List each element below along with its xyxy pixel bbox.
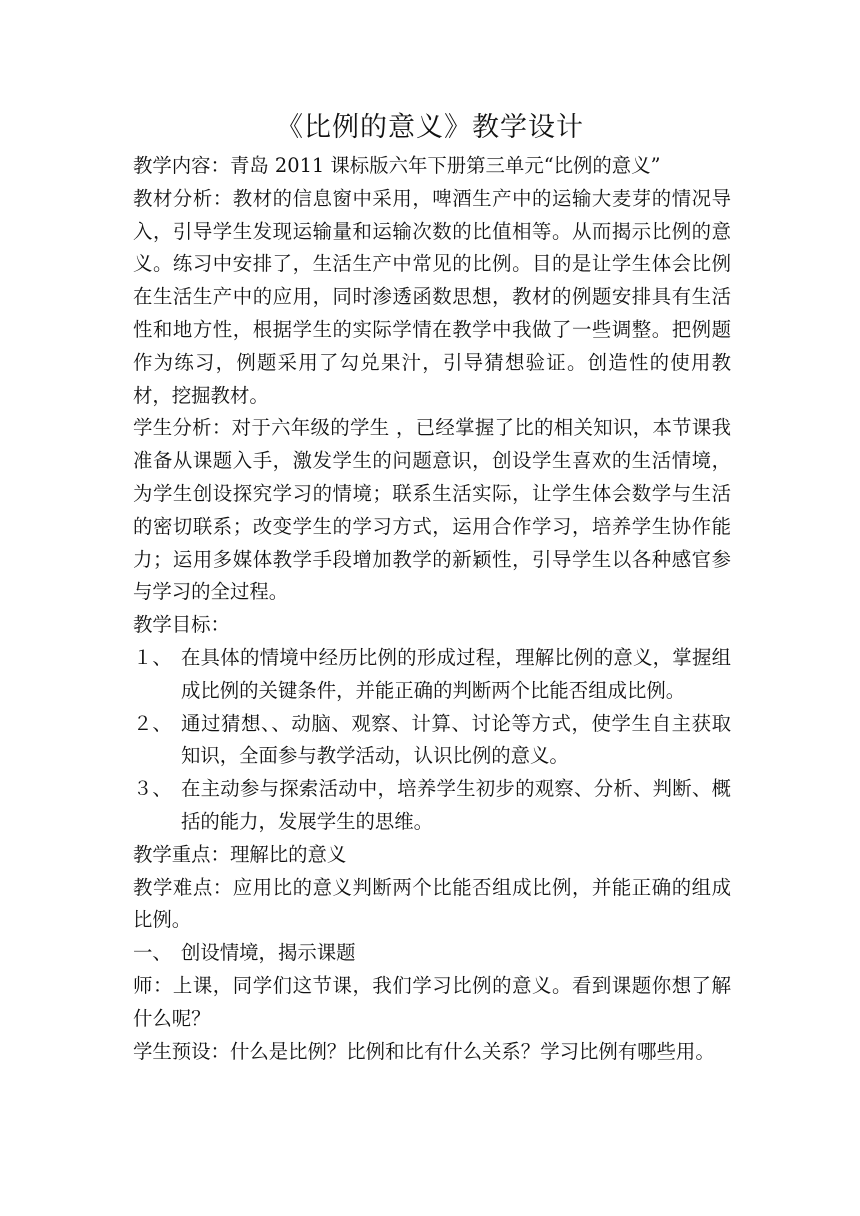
objective-item [133, 642, 731, 708]
section-number: 一、 [133, 941, 172, 965]
objective-text: 在具体的情境中经历比例的形成过程，理解比例的意义，掌握组成比例的关键条件，并能正确的判断两个比能否组成比例。 [181, 645, 731, 702]
objective-text: 在主动参与探索活动中，培养学生初步的观察、分析、判断、概括的能力，发展学生的思维。 [181, 777, 731, 833]
objective-text: 通过猜想、、动脑、观察、计算、讨论等方式，使学生自主获取知识，全面参与教学活动，认识比例的意义。 [181, 711, 731, 768]
key-point-paragraph: 教学重点：理解比的意义 [133, 842, 347, 866]
objective-number: １、 [133, 645, 172, 669]
difficulty-paragraph: 教学难点：应用比的意义判断两个比能否组成比例，并能正确的组成比例。 [133, 875, 731, 932]
student-analysis-paragraph: 学生分析：对于六年级的学生 ，已经掌握了比的相关知识，本节课我准备从课题入手，激发学生的问题意识，创设学生喜欢的生活情境，为学生创设探究学习的情境；联系生活实际，让学生体会数学与生活的密切联系；改变学生的学习方式，运用合作学习，培养学生协作能力；运用多媒体教学手段增加教学的新颖性，引导学生以各种感官参与学习的全过程。 [133, 416, 731, 604]
objective-item [133, 708, 731, 774]
section-title: 创设情境，揭示课题 [181, 941, 356, 965]
objectives-heading: 教学目标： [133, 613, 230, 637]
section-heading [133, 937, 731, 970]
objective-item [133, 773, 731, 839]
document-body [133, 150, 731, 1068]
material-analysis-paragraph: 教材分析：教材的信息窗中采用，啤酒生产中的运输大麦芽的情况导入，引导学生发现运输量和运输次数的比值相等。从而揭示比例的意义。练习中安排了，生活生产中常见的比例。目的是让学生体会比例在生活生产中的应用，同时渗透函数思想，教材的例题安排具有生活性和地方性，根据学生的实际学情在教学中我做了一些调整。把例题作为练习，例题采用了勾兑果汁，引导猜想验证。创造性的使用教材，挖掘教材。 [133, 186, 731, 407]
objective-number: ２、 [133, 711, 172, 735]
objective-number: ３、 [133, 777, 172, 801]
student-prediction-paragraph: 学生预设：什么是比例？比例和比有什么关系？学习比例有哪些用。 [133, 1039, 715, 1063]
teaching-content-paragraph: 教学内容：青岛 2011 课标版六年下册第三单元“比例的意义” [133, 154, 661, 177]
teacher-line-paragraph: 师：上课，同学们这节课，我们学习比例的意义。看到课题你想了解什么呢？ [133, 973, 731, 1030]
document-title: 《比例的意义》教学设计 [276, 112, 584, 143]
